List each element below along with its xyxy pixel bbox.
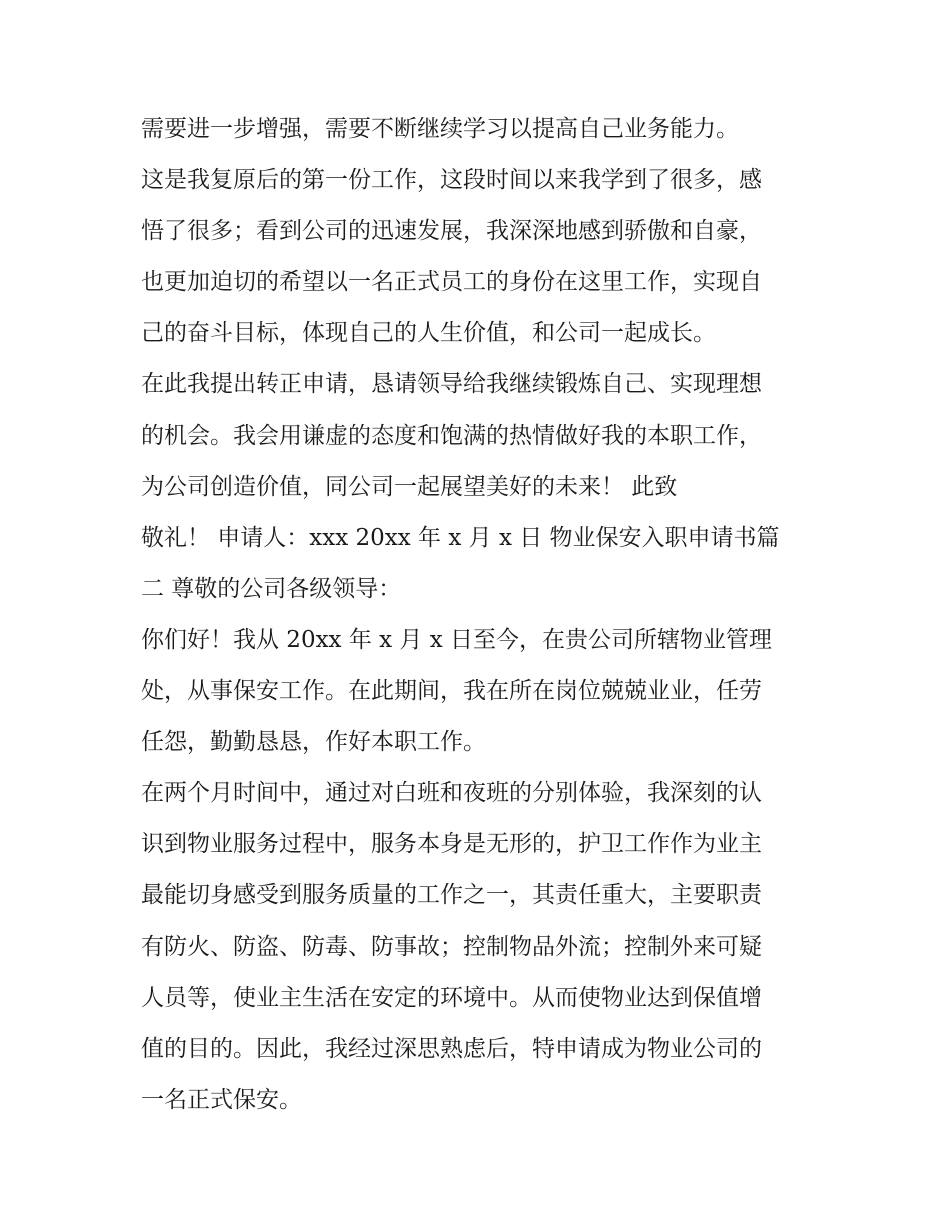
text-line: 二 尊敬的公司各级领导：	[141, 575, 402, 602]
text-line: 最能切身感受到服务质量的工作之一，其责任重大，主要职责	[141, 882, 762, 909]
text-line: 需要进一步增强，需要不断继续学习以提高自己业务能力。	[141, 116, 739, 142]
text-line: 的机会。我会用谦虚的态度和饱满的热情做好我的本职工作，	[141, 422, 762, 449]
text-line: 在两个月时间中，通过对白班和夜班的分别体验，我深刻的认	[141, 780, 762, 807]
text-line: 敬礼！ 申请人：xxx 20xx 年 x 月 x 日 物业保安入职申请书篇	[141, 524, 780, 551]
text-line: 你们好！我从 20xx 年 x 月 x 日至今，在贵公司所辖物业管理	[141, 626, 773, 653]
text-line: 一名正式保安。	[141, 1086, 302, 1113]
text-line: 处，从事保安工作。在此期间，我在所在岗位兢兢业业，任劳	[141, 678, 762, 705]
text-line: 有防火、防盗、防毒、防事故；控制物品外流；控制外来可疑	[141, 933, 762, 960]
text-line: 任怨，勤勤恳恳，作好本职工作。	[141, 729, 486, 756]
text-line: 人员等，使业主生活在安定的环境中。从而使物业达到保值增	[141, 984, 762, 1011]
text-line: 为公司创造价值，同公司一起展望美好的未来！ 此致	[141, 473, 678, 500]
text-line: 在此我提出转正申请，恳请领导给我继续锻炼自己、实现理想	[141, 371, 762, 398]
text-line: 识到物业服务过程中，服务本身是无形的，护卫工作作为业主	[141, 831, 762, 858]
text-line: 也更加迫切的希望以一名正式员工的身份在这里工作，实现自	[141, 269, 762, 296]
text-line: 值的目的。因此，我经过深思熟虑后，特申请成为物业公司的	[141, 1035, 762, 1062]
text-line: 这是我复原后的第一份工作，这段时间以来我学到了很多，感	[141, 167, 762, 194]
text-line: 悟了很多；看到公司的迅速发展，我深深地感到骄傲和自豪，	[141, 218, 762, 245]
text-line: 己的奋斗目标，体现自己的人生价值，和公司一起成长。	[141, 320, 716, 347]
document-body	[141, 110, 821, 1132]
